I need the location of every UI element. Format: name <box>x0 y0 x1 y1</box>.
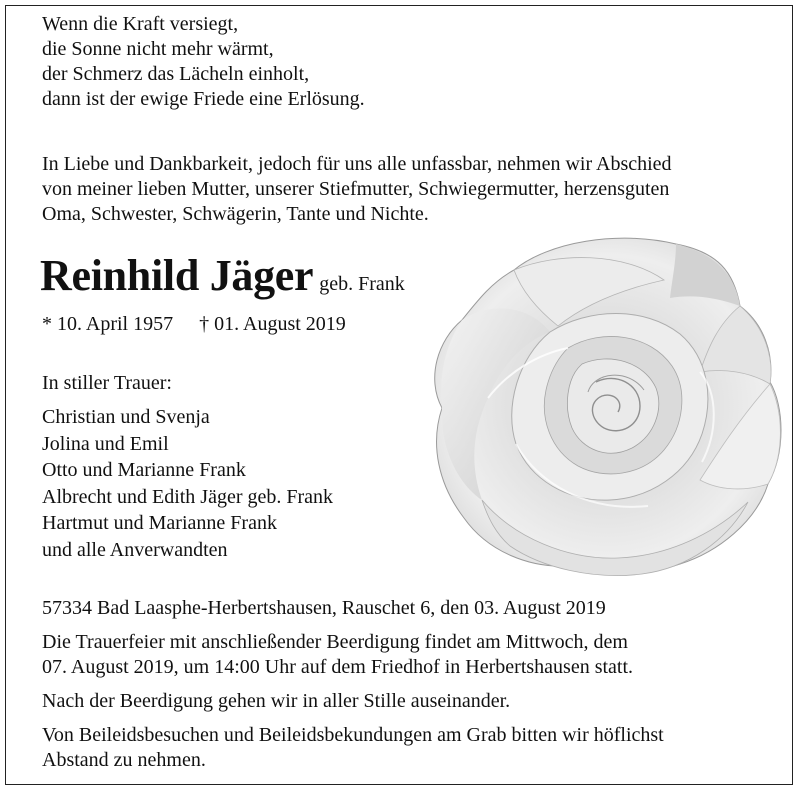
poem-line: dann ist der ewige Friede eine Erlösung. <box>42 88 365 110</box>
intro-text <box>42 152 762 227</box>
condolence-note <box>42 723 772 773</box>
intro-line: Oma, Schwester, Schwägerin, Tante und Nichte. <box>42 203 429 225</box>
mourner-entry: Christian und Svenja <box>42 406 210 428</box>
address-line: 57334 Bad Laasphe-Herbertshausen, Rauschet 6, den 03. August 2019 <box>42 597 606 619</box>
intro-line: von meiner lieben Mutter, unserer Stiefmutter, Schwiegermutter, herzensguten <box>42 178 670 200</box>
mourner-entry: Otto und Marianne Frank <box>42 459 246 481</box>
funeral-line: 07. August 2019, um 14:00 Uhr auf dem Friedhof in Herbertshausen statt. <box>42 656 634 678</box>
deceased-name-line <box>40 250 405 301</box>
after-burial-note: Nach der Beerdigung gehen wir in aller Stille auseinander. <box>42 690 511 712</box>
birth-name: geb. Frank <box>319 273 405 295</box>
poem-line: der Schmerz das Lächeln einholt, <box>42 63 310 85</box>
birth-date: * 10. April 1957 <box>42 313 174 335</box>
poem-line: Wenn die Kraft versiegt, <box>42 13 239 35</box>
mourner-entry: Jolina und Emil <box>42 432 169 455</box>
funeral-info <box>42 630 772 680</box>
condolence-line: Abstand zu nehmen. <box>42 749 206 771</box>
poem-line: die Sonne nicht mehr wärmt, <box>42 38 274 60</box>
funeral-line: Die Trauerfeier mit anschließender Beerdigung findet am Mittwoch, dem <box>42 631 628 653</box>
intro-line: In Liebe und Dankbarkeit, jedoch für uns alle unfassbar, nehmen wir Abschied <box>42 153 672 175</box>
white-rose-image <box>418 222 790 592</box>
mourner-entry: Albrecht und Edith Jäger geb. Frank <box>42 485 334 508</box>
notice-footer <box>42 596 772 782</box>
death-date: † 01. August 2019 <box>199 313 346 335</box>
mourner-entry: und alle Anverwandten <box>42 538 228 561</box>
mourner-entry: Hartmut und Marianne Frank <box>42 512 277 534</box>
deceased-name: Reinhild Jäger <box>40 251 314 300</box>
poem <box>42 12 365 112</box>
condolence-line: Von Beileidsbesuchen und Beileidsbekundungen am Grab bitten wir höflichst <box>42 724 664 746</box>
life-dates <box>42 313 346 336</box>
mourners-title: In stiller Trauer: <box>42 372 172 394</box>
mourners-list <box>42 404 333 563</box>
